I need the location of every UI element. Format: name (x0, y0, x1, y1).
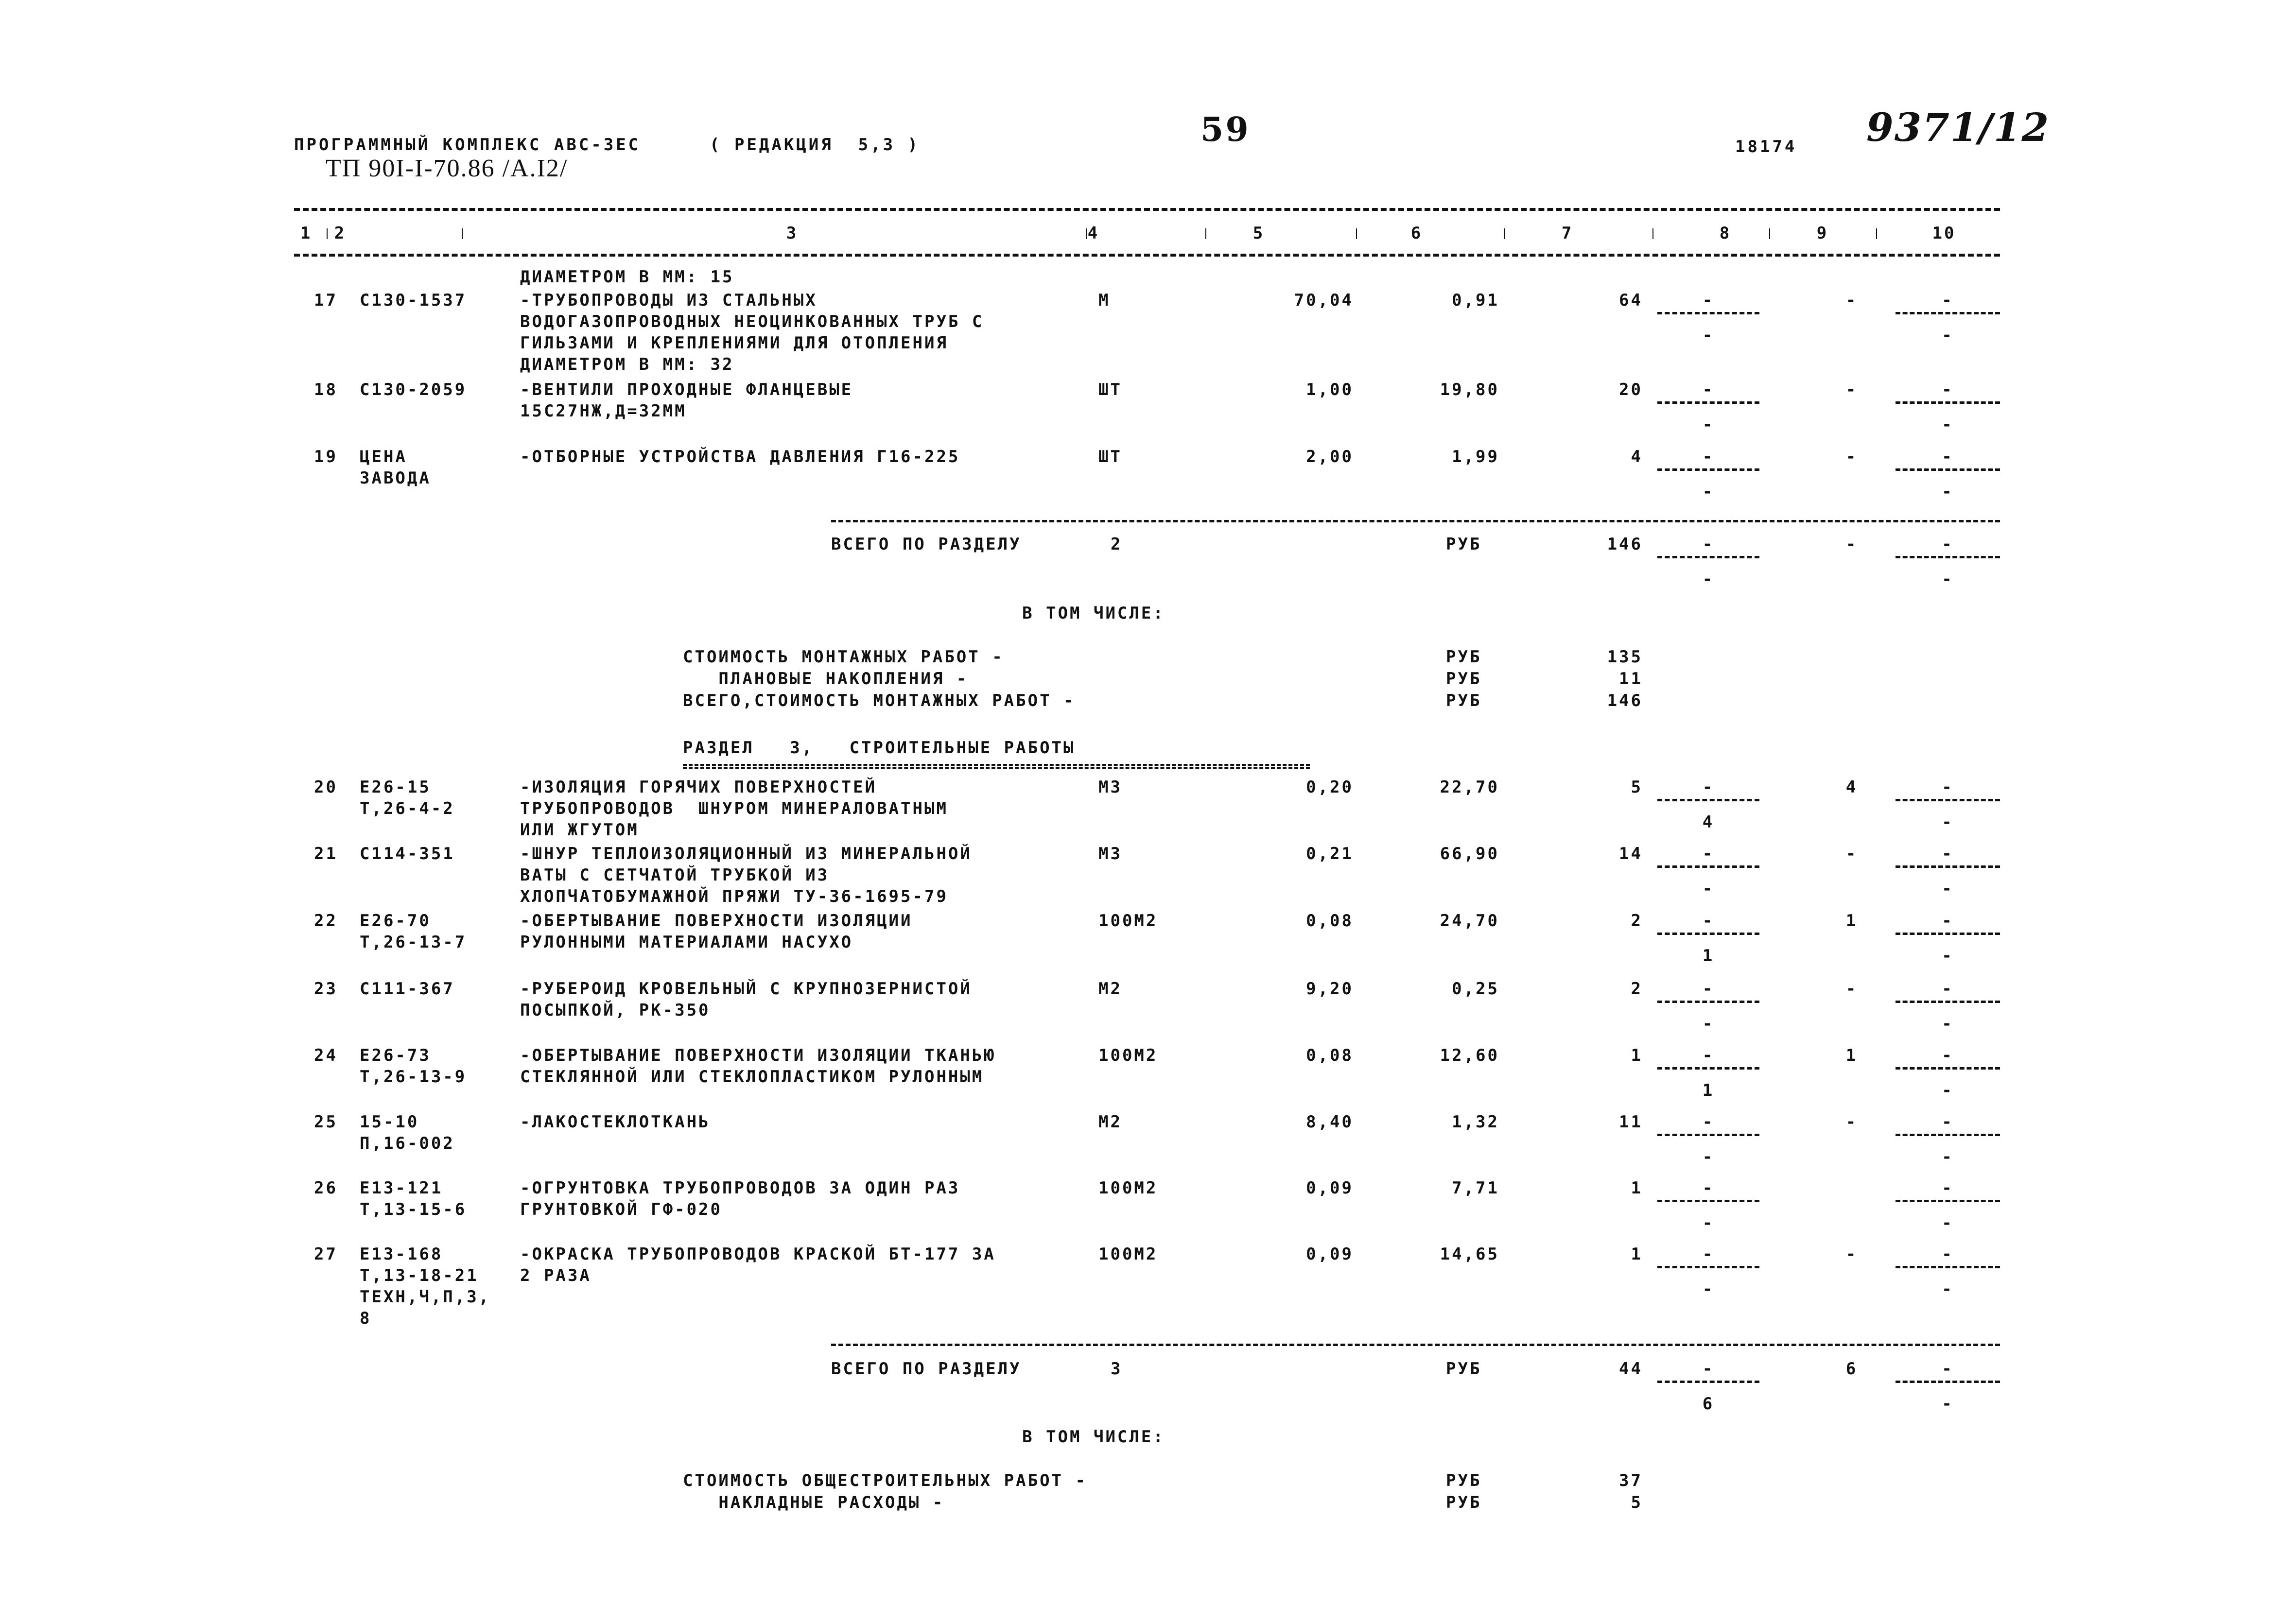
cell-col10-lower: - (1942, 415, 1954, 434)
row-number: 18 (314, 380, 338, 399)
cell-col8: - (1702, 1244, 1715, 1264)
cell-col9: - (1845, 979, 1858, 999)
row-code: Е26-15 Т,26-4-2 (360, 778, 455, 818)
row-description: -ОГРУНТОВКА ТРУБОПРОВОДОВ ЗА ОДИН РАЗ ГРУНТОВКОЙ ГФ-020 (520, 1178, 960, 1219)
row-number: 26 (314, 1178, 338, 1198)
row-number: 23 (314, 979, 338, 999)
cell-col8-rule (1657, 1134, 1759, 1136)
row-total: 2 (1631, 979, 1643, 999)
column-number: 9 (1816, 224, 1829, 243)
cell-col10-lower: - (1942, 326, 1954, 345)
cell-col10: - (1942, 778, 1954, 797)
cell-col8-rule (1657, 1266, 1759, 1268)
breakdown-value: 146 (1607, 691, 1643, 710)
row-code: С130-1537 (360, 291, 467, 310)
row-unit: ШТ (1098, 447, 1122, 467)
section2-total-number: 2 (1111, 535, 1123, 554)
column-number: 4 (1087, 224, 1100, 243)
row-description: -ШНУР ТЕПЛОИЗОЛЯЦИОННЫЙ ИЗ МИНЕРАЛЬНОЙ ВАТЫ С СЕТЧАТОЙ ТРУБКОЙ ИЗ ХЛОПЧАТОБУМАЖНОЙ ПРЯЖИ ТУ-36-1695-79 (520, 844, 972, 906)
cell-col8-lower: - (1702, 415, 1715, 434)
column-separator (1356, 228, 1357, 239)
breakdown-label: СТОИМОСТЬ МОНТАЖНЫХ РАБОТ - (683, 647, 1004, 667)
row-unit: М2 (1098, 1112, 1122, 1132)
row-code: 15-10 П,16-002 (360, 1112, 455, 1153)
row-description: -РУБЕРОИД КРОВЕЛЬНЫЙ С КРУПНОЗЕРНИСТОЙ ПОСЫПКОЙ, РК-350 (520, 979, 972, 1020)
cell-col9: - (1845, 291, 1858, 310)
row-number: 24 (314, 1046, 338, 1065)
row-number: 20 (314, 778, 338, 797)
breakdown-label: НАКЛАДНЫЕ РАСХОДЫ - (683, 1493, 945, 1512)
row-total: 1 (1631, 1178, 1643, 1198)
breakdown-unit: РУБ (1446, 647, 1482, 667)
row-quantity: 0,08 (1306, 911, 1354, 931)
cell-col9: 4 (1845, 778, 1858, 797)
cell-col8: - (1702, 291, 1715, 310)
breakdown-value: 37 (1619, 1471, 1643, 1490)
cell-col8-lower: 4 (1702, 812, 1715, 832)
cell-col8: - (1702, 380, 1715, 399)
cell-col8-lower: - (1702, 570, 1715, 589)
cell-col10: - (1942, 447, 1954, 467)
row-total: 11 (1619, 1112, 1643, 1132)
row-quantity: 2,00 (1306, 447, 1354, 467)
column-separator (1769, 228, 1770, 239)
row-description: -ЛАКОСТЕКЛОТКАНЬ (520, 1112, 711, 1132)
cell-col9: 6 (1845, 1359, 1858, 1379)
section2-total-rule (831, 520, 2000, 522)
cell-col10-rule (1896, 799, 2000, 801)
cell-col8-lower: - (1702, 1279, 1715, 1299)
column-number: 8 (1719, 224, 1732, 243)
cell-col8-rule (1657, 312, 1759, 314)
cell-col8-rule (1657, 933, 1759, 935)
row-code: Е26-70 Т,26-13-7 (360, 911, 467, 952)
row-unit: 100М2 (1098, 911, 1158, 931)
row-unit: М3 (1098, 844, 1122, 864)
row-number: 17 (314, 291, 338, 310)
cell-col8-rule (1657, 1067, 1759, 1070)
row-total: 5 (1631, 778, 1643, 797)
doc-code: 18174 (1735, 137, 1797, 156)
cell-col10-rule (1896, 312, 2000, 314)
section3-total-value: 44 (1619, 1359, 1643, 1379)
cell-col10: - (1942, 1112, 1954, 1132)
breakdown-value: 11 (1619, 669, 1643, 689)
row-price: 0,25 (1452, 979, 1499, 999)
cell-col8: - (1702, 1046, 1715, 1065)
cell-col9: - (1845, 535, 1858, 554)
cell-col8-lower: - (1702, 1147, 1715, 1167)
cell-col8: - (1702, 844, 1715, 864)
header-top-rule (294, 208, 2000, 211)
cell-col9: - (1845, 844, 1858, 864)
edition: ( РЕДАКЦИЯ 5,3 ) (710, 135, 920, 155)
cell-col10-rule (1896, 1200, 2000, 1202)
cell-col10-rule (1896, 556, 2000, 558)
row-total: 1 (1631, 1244, 1643, 1264)
section3-total-label: ВСЕГО ПО РАЗДЕЛУ (831, 1359, 1022, 1379)
cell-col9: 1 (1845, 1046, 1858, 1065)
row-unit: ШТ (1098, 380, 1122, 399)
row-price: 12,60 (1440, 1046, 1499, 1065)
row-unit: М3 (1098, 778, 1122, 797)
section3-total-rule (831, 1344, 2000, 1346)
row-code: С111-367 (360, 979, 455, 999)
row-description: ДИАМЕТРОМ В ММ: 15 (520, 267, 734, 287)
row-total: 1 (1631, 1046, 1643, 1065)
cell-col10-lower: - (1942, 1213, 1954, 1233)
cell-col10-rule (1896, 1001, 2000, 1003)
cell-col10-rule (1896, 933, 2000, 935)
project-code: ТП 90I-I-70.86 /А.I2/ (326, 155, 568, 182)
section2-total-value: 146 (1607, 535, 1643, 554)
row-price: 1,99 (1452, 447, 1499, 467)
cell-col8-lower: 6 (1702, 1394, 1715, 1414)
cell-col8-lower: - (1702, 326, 1715, 345)
row-number: 21 (314, 844, 338, 864)
row-code: Е26-73 Т,26-13-9 (360, 1046, 467, 1087)
cell-col10-lower: - (1942, 1394, 1954, 1414)
cell-col8-rule (1657, 1381, 1759, 1383)
cell-col10-lower: - (1942, 812, 1954, 832)
cell-col8: - (1702, 1112, 1715, 1132)
column-number: 6 (1410, 224, 1423, 243)
row-description: -ОКРАСКА ТРУБОПРОВОДОВ КРАСКОЙ БТ-177 ЗА 2 РАЗА (520, 1244, 996, 1285)
breakdown-value: 135 (1607, 647, 1643, 667)
cell-col8: - (1702, 1359, 1715, 1379)
breakdown-unit: РУБ (1446, 1471, 1482, 1490)
column-number: 5 (1252, 224, 1265, 243)
column-separator (1652, 228, 1653, 239)
column-number: 10 (1932, 224, 1956, 243)
cell-col10-rule (1896, 1134, 2000, 1136)
column-separator (327, 228, 328, 239)
column-number: 1 (300, 224, 313, 243)
cell-col10-rule (1896, 865, 2000, 868)
cell-col8-rule (1657, 1001, 1759, 1003)
row-quantity: 0,09 (1306, 1244, 1354, 1264)
section2-total-unit: РУБ (1446, 535, 1482, 554)
row-quantity: 0,08 (1306, 1046, 1354, 1065)
row-number: 27 (314, 1244, 338, 1264)
row-description: -ОТБОРНЫЕ УСТРОЙСТВА ДАВЛЕНИЯ Г16-225 (520, 447, 960, 467)
breakdown-unit: РУБ (1446, 691, 1482, 710)
cell-col8: - (1702, 778, 1715, 797)
cell-col8-rule (1657, 556, 1759, 558)
cell-col10: - (1942, 1178, 1954, 1198)
cell-col9: - (1845, 447, 1858, 467)
row-quantity: 70,04 (1294, 291, 1354, 310)
row-number: 22 (314, 911, 338, 931)
cell-col8-rule (1657, 468, 1759, 471)
row-quantity: 8,40 (1306, 1112, 1354, 1132)
cell-col8-lower: 1 (1702, 1081, 1715, 1100)
row-code: ЦЕНА ЗАВОДА (360, 447, 431, 488)
cell-col8-lower: - (1702, 1213, 1715, 1233)
cell-col10-lower: - (1942, 482, 1954, 501)
cell-col10: - (1942, 844, 1954, 864)
cell-col10-lower: - (1942, 1014, 1954, 1034)
row-description: -ОБЕРТЫВАНИЕ ПОВЕРХНОСТИ ИЗОЛЯЦИИ РУЛОННЫМИ МАТЕРИАЛАМИ НАСУХО (520, 911, 913, 952)
section3-total-unit: РУБ (1446, 1359, 1482, 1379)
row-total: 2 (1631, 911, 1643, 931)
cell-col8-lower: - (1702, 1014, 1715, 1034)
cell-col8-lower: 1 (1702, 946, 1715, 966)
row-quantity: 1,00 (1306, 380, 1354, 399)
row-quantity: 9,20 (1306, 979, 1354, 999)
cell-col8-lower: - (1702, 879, 1715, 899)
cell-col10-rule (1896, 1266, 2000, 1268)
column-separator (1876, 228, 1877, 239)
row-code: С114-351 (360, 844, 455, 864)
row-unit: 100М2 (1098, 1046, 1158, 1065)
section3-title-underline (683, 764, 1310, 769)
cell-col9: - (1845, 1244, 1858, 1264)
row-price: 1,32 (1452, 1112, 1499, 1132)
cell-col10-lower: - (1942, 570, 1954, 589)
breakdown-unit: РУБ (1446, 1493, 1482, 1512)
section2-total-label: ВСЕГО ПО РАЗДЕЛУ (831, 535, 1022, 554)
cell-col10: - (1942, 291, 1954, 310)
section3-total-number: 3 (1111, 1359, 1123, 1379)
cell-col8: - (1702, 1178, 1715, 1198)
column-separator (1205, 228, 1206, 239)
row-price: 24,70 (1440, 911, 1499, 931)
column-number: 3 (786, 224, 799, 243)
cell-col10: - (1942, 911, 1954, 931)
breakdown-label: СТОИМОСТЬ ОБЩЕСТРОИТЕЛЬНЫХ РАБОТ - (683, 1471, 1087, 1490)
cell-col10-rule (1896, 401, 2000, 404)
row-code: С130-2059 (360, 380, 467, 399)
cell-col8: - (1702, 979, 1715, 999)
row-price: 0,91 (1452, 291, 1499, 310)
row-description: -ВЕНТИЛИ ПРОХОДНЫЕ ФЛАНЦЕВЫЕ 15С27НЖ,Д=32ММ (520, 380, 853, 421)
breakdown-value: 5 (1631, 1493, 1643, 1512)
cell-col10: - (1942, 979, 1954, 999)
cell-col9: - (1845, 380, 1858, 399)
breakdown-label: ПЛАНОВЫЕ НАКОПЛЕНИЯ - (683, 669, 969, 689)
row-number: 19 (314, 447, 338, 467)
cell-col10: - (1942, 1244, 1954, 1264)
row-description: -ИЗОЛЯЦИЯ ГОРЯЧИХ ПОВЕРХНОСТЕЙ ТРУБОПРОВОДОВ ШНУРОМ МИНЕРАЛОВАТНЫМ ИЛИ ЖГУТОМ (520, 778, 948, 840)
section3-title: РАЗДЕЛ 3, СТРОИТЕЛЬНЫЕ РАБОТЫ (683, 738, 1076, 758)
row-total: 20 (1619, 380, 1643, 399)
cell-col8-rule (1657, 401, 1759, 404)
cell-col10-lower: - (1942, 1081, 1954, 1100)
cell-col10: - (1942, 380, 1954, 399)
row-code: Е13-121 Т,13-15-6 (360, 1178, 467, 1219)
cell-col10-lower: - (1942, 1279, 1954, 1299)
row-quantity: 0,09 (1306, 1178, 1354, 1198)
column-number: 2 (334, 224, 347, 243)
row-quantity: 0,20 (1306, 778, 1354, 797)
program-name: ПРОГРАММНЫЙ КОМПЛЕКС АВС-ЗЕС (294, 135, 641, 155)
sheet-number: 9371/12 (1866, 104, 2050, 150)
row-description: -ТРУБОПРОВОДЫ ИЗ СТАЛЬНЫХ ВОДОГАЗОПРОВОДНЫХ НЕОЦИНКОВАННЫХ ТРУБ С ГИЛЬЗАМИ И КРЕПЛЕНИЯМИ ДЛЯ ОТОПЛЕНИЯ ДИАМЕТРОМ В ММ: 32 (520, 291, 984, 374)
cell-col8-lower: - (1702, 482, 1715, 501)
cell-col10-rule (1896, 1067, 2000, 1070)
cell-col9: 1 (1845, 911, 1858, 931)
row-number: 25 (314, 1112, 338, 1132)
page-number: 59 (1200, 110, 1251, 149)
column-separator (462, 228, 463, 239)
cell-col10-lower: - (1942, 879, 1954, 899)
row-total: 64 (1619, 291, 1643, 310)
cell-col10: - (1942, 535, 1954, 554)
column-separator (1504, 228, 1505, 239)
section2-breakdown-title: В ТОМ ЧИСЛЕ: (1022, 604, 1165, 623)
row-code: Е13-168 Т,13-18-21 ТЕХН,Ч,П,3, 8 (360, 1244, 491, 1328)
row-unit: М2 (1098, 979, 1122, 999)
row-price: 19,80 (1440, 380, 1499, 399)
row-price: 22,70 (1440, 778, 1499, 797)
breakdown-label: ВСЕГО,СТОИМОСТЬ МОНТАЖНЫХ РАБОТ - (683, 691, 1076, 710)
row-price: 66,90 (1440, 844, 1499, 864)
row-quantity: 0,21 (1306, 844, 1354, 864)
cell-col10-lower: - (1942, 1147, 1954, 1167)
row-price: 14,65 (1440, 1244, 1499, 1264)
cell-col8: - (1702, 535, 1715, 554)
cell-col9: - (1845, 1112, 1858, 1132)
breakdown-unit: РУБ (1446, 669, 1482, 689)
cell-col10-rule (1896, 1381, 2000, 1383)
cell-col10: - (1942, 1046, 1954, 1065)
row-description: -ОБЕРТЫВАНИЕ ПОВЕРХНОСТИ ИЗОЛЯЦИИ ТКАНЬЮ СТЕКЛЯННОЙ ИЛИ СТЕКЛОПЛАСТИКОМ РУЛОННЫМ (520, 1046, 996, 1087)
column-number: 7 (1561, 224, 1574, 243)
section3-breakdown-title: В ТОМ ЧИСЛЕ: (1022, 1427, 1165, 1447)
cell-col10-lower: - (1942, 946, 1954, 966)
cell-col10-rule (1896, 468, 2000, 471)
row-unit: М (1098, 291, 1111, 310)
column-separator (1086, 228, 1087, 239)
row-total: 14 (1619, 844, 1643, 864)
row-price: 7,71 (1452, 1178, 1499, 1198)
cell-col8: - (1702, 447, 1715, 467)
cell-col10: - (1942, 1359, 1954, 1379)
header-bottom-rule (294, 254, 2000, 257)
cell-col8-rule (1657, 865, 1759, 868)
row-total: 4 (1631, 447, 1643, 467)
row-unit: 100М2 (1098, 1244, 1158, 1264)
cell-col8: - (1702, 911, 1715, 931)
cell-col8-rule (1657, 799, 1759, 801)
row-unit: 100М2 (1098, 1178, 1158, 1198)
cell-col8-rule (1657, 1200, 1759, 1202)
